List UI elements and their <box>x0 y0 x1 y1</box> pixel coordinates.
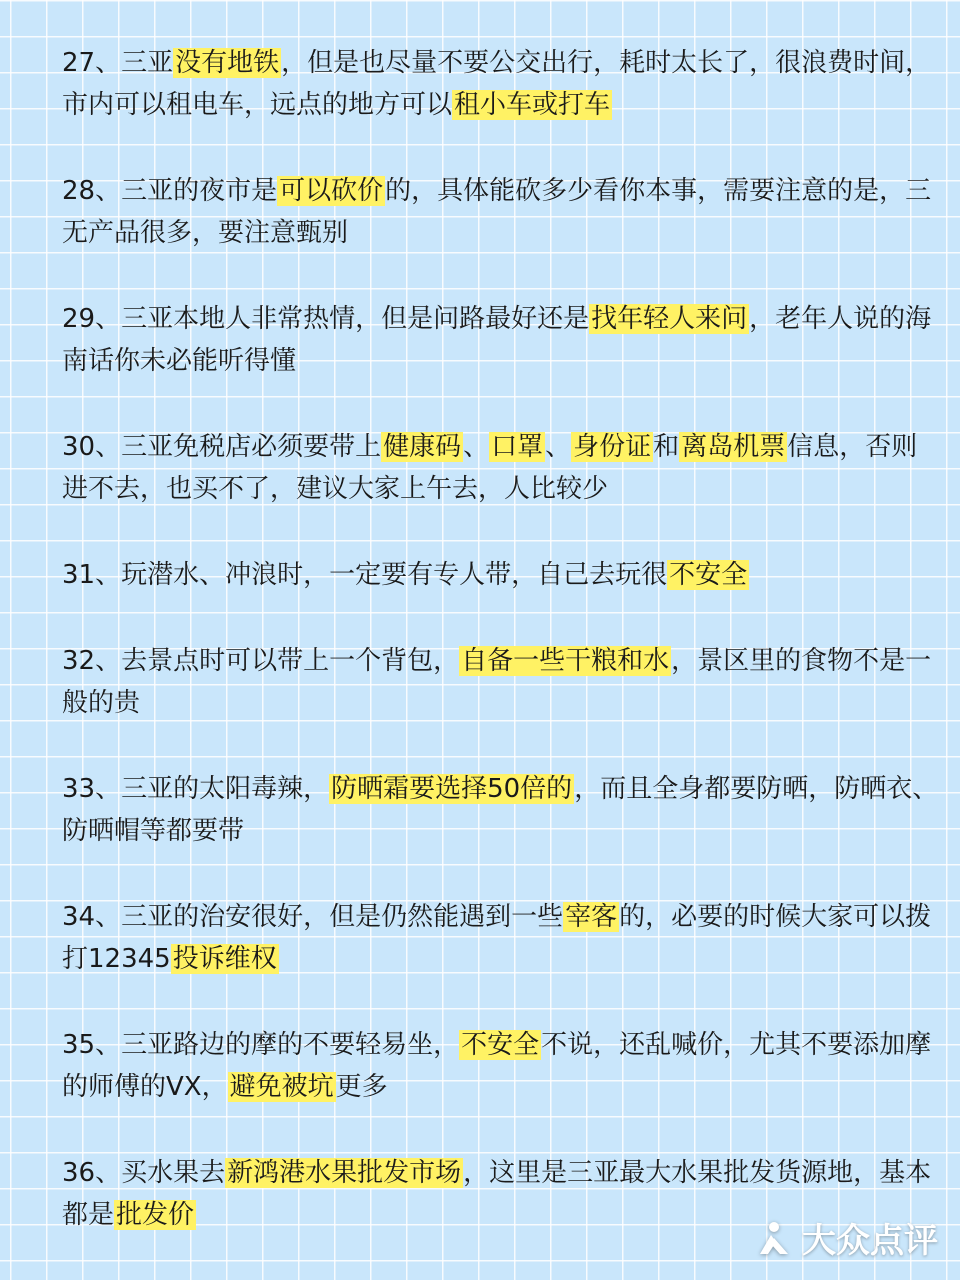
tip-highlight: 可以砍价 <box>279 176 384 206</box>
tip-highlight: 防晒霜要选择50倍的 <box>331 774 573 804</box>
tip-30 <box>62 426 942 554</box>
tip-text: 35、三亚路边的摩的不要轻易坐， <box>62 1030 460 1060</box>
tip-text: 的，必要的时候大家可以拨打12345 <box>62 902 932 974</box>
watermark-text: 大众点评 <box>802 1221 938 1261</box>
tip-highlight: 健康码 <box>383 432 462 462</box>
tip-text: 不说，还乱喊价，尤其不要添加摩的师傅的VX， <box>62 1030 932 1102</box>
tip-highlight: 投诉维权 <box>172 944 277 974</box>
tip-32 <box>62 640 942 768</box>
tip-highlight: 身份证 <box>573 432 652 462</box>
tips-list <box>62 42 942 1280</box>
tip-text: 的，具体能砍多少看你本事，需要注意的是，三无产品很多，要注意甄别 <box>62 176 932 248</box>
tip-highlight: 没有地铁 <box>175 48 280 78</box>
tip-text: 、 <box>463 432 490 462</box>
tip-text: 34、三亚的治安很好，但是仍然能遇到一些 <box>62 902 564 932</box>
tip-text: 33、三亚的太阳毒辣， <box>62 774 330 804</box>
tip-highlight: 租小车或打车 <box>454 90 611 120</box>
tip-text: ，景区里的食物不是一般的贵 <box>62 646 932 718</box>
tip-highlight: 新鸿港水果批发市场 <box>227 1158 462 1188</box>
tip-28 <box>62 170 942 298</box>
tip-text: 28、三亚的夜市是 <box>62 176 278 206</box>
tip-highlight: 自备一些干粮和水 <box>461 646 670 676</box>
tip-text: 32、去景点时可以带上一个背包， <box>62 646 460 676</box>
tip-35 <box>62 1024 942 1152</box>
tip-text: 31、玩潜水、冲浪时，一定要有专人带，自己去玩很 <box>62 560 668 590</box>
tip-text: 30、三亚免税店必须要带上 <box>62 432 382 462</box>
tip-highlight: 宰客 <box>565 902 618 932</box>
tip-highlight: 找年轻人来问 <box>591 304 748 334</box>
tip-highlight: 离岛机票 <box>681 432 786 462</box>
tip-highlight: 避免被坑 <box>229 1072 334 1102</box>
tip-34 <box>62 896 942 1024</box>
tip-text: 更多 <box>335 1072 388 1102</box>
tip-29 <box>62 298 942 426</box>
dianping-watermark <box>754 1213 938 1262</box>
tip-text: 信息，否则进不去，也买不了，建议大家上午去，人比较少 <box>62 432 918 504</box>
tip-text: 和 <box>653 432 680 462</box>
dianping-logo-icon <box>754 1218 794 1258</box>
tip-highlight: 口罩 <box>491 432 544 462</box>
tip-text: ，但是也尽量不要公交出行，耗时太长了，很浪费时间，市内可以租电车，远点的地方可以 <box>62 48 932 120</box>
tip-text: 29、三亚本地人非常热情，但是问路最好还是 <box>62 304 590 334</box>
tip-text: ，老年人说的海南话你未必能听得懂 <box>62 304 932 376</box>
tip-text: ，这里是三亚最大水果批发货源地，基本都是 <box>62 1158 932 1230</box>
tip-text: 27、三亚 <box>62 48 174 78</box>
tip-highlight: 不安全 <box>669 560 748 590</box>
tip-33 <box>62 768 942 896</box>
tip-text: 、 <box>545 432 572 462</box>
tip-text: 36、买水果去 <box>62 1158 226 1188</box>
tip-highlight: 批发价 <box>116 1200 195 1230</box>
tip-27 <box>62 42 942 170</box>
tip-highlight: 不安全 <box>461 1030 540 1060</box>
tip-31 <box>62 554 942 640</box>
tip-text: ，而且全身都要防晒，防晒衣、防晒帽等都要带 <box>62 774 939 846</box>
